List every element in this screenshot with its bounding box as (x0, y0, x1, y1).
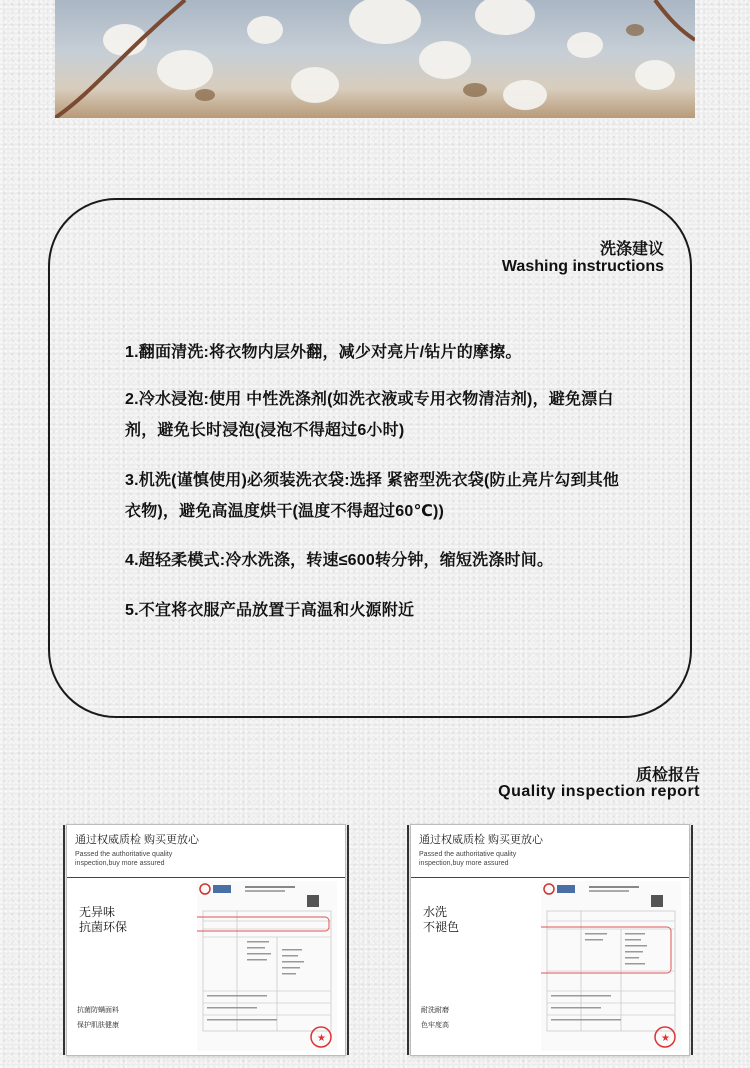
card-divider (67, 877, 345, 878)
washing-item-2: 2.冷水浸泡:使用 中性洗涤剂(如洗衣液或专用衣物清洁剂)，避免漂白剂，避免长时浸泡(浸泡不得超过6小时) (125, 391, 614, 439)
footnote-line-1: 抗菌防螨面料 (77, 1007, 119, 1014)
card-header-zh: 通过权威质检 购买更放心 (419, 834, 544, 846)
washing-item-3: 3.机洗(谨慎使用)必须装洗衣袋:选择 紧密型洗衣袋(防止亮片勾到其他衣物)，避免高温度烘干(温度不得超过60℃)) (125, 472, 620, 520)
card-divider (411, 877, 689, 878)
card-footnote (421, 1003, 449, 1033)
hero-cotton-image (55, 0, 695, 118)
washing-instructions-panel (48, 198, 692, 718)
washing-title-en: Washing instructions (501, 258, 664, 275)
quality-title-zh: 质检报告 (635, 767, 700, 784)
card-rail-right (691, 825, 693, 1055)
card-rail-right (347, 825, 349, 1055)
card-rail-left (63, 825, 65, 1055)
card-feature (79, 905, 127, 935)
feature-line-1: 无异味 (79, 905, 116, 919)
feature-line-2: 抗菌环保 (79, 920, 128, 934)
feature-line-2: 不褪色 (423, 920, 460, 934)
inspection-card-2 (410, 824, 690, 1056)
footnote-line-2: 色牢度高 (421, 1022, 449, 1029)
test-report-document (197, 881, 337, 1051)
card-header-zh: 通过权威质检 购买更放心 (75, 834, 200, 846)
washing-title-zh: 洗涤建议 (599, 241, 664, 258)
quality-title-en: Quality inspection report (498, 783, 700, 800)
test-report-image (197, 881, 337, 1051)
card-feature (423, 905, 459, 935)
feature-line-1: 水洗 (423, 905, 448, 919)
svg-text:★: ★ (661, 1033, 670, 1044)
test-report-image (541, 881, 681, 1051)
card-header (419, 831, 543, 868)
footnote-line-1: 耐洗耐磨 (421, 1007, 449, 1014)
card-header-en-1: Passed the authoritative quality (419, 851, 517, 858)
inspection-card-1 (66, 824, 346, 1056)
washing-item-4: 4.超轻柔模式:冷水洗涤，转速≤600转分钟，缩短洗涤时间。 (125, 552, 554, 569)
footnote-line-2: 保护肌肤健康 (77, 1022, 119, 1029)
test-report-document (541, 881, 681, 1051)
washing-item-5: 5.不宜将衣服产品放置于高温和火源附近 (125, 602, 415, 619)
svg-text:★: ★ (317, 1033, 326, 1044)
card-header-en-2: inspection,buy more assured (419, 860, 509, 867)
card-header (75, 831, 199, 868)
cotton-illustration (55, 0, 695, 118)
card-header-en-2: inspection,buy more assured (75, 860, 165, 867)
washing-item-1: 1.翻面清洗:将衣物内层外翻，减少对亮片/钻片的摩擦。 (125, 344, 522, 361)
card-rail-left (407, 825, 409, 1055)
card-footnote (77, 1003, 119, 1033)
card-header-en-1: Passed the authoritative quality (75, 851, 173, 858)
